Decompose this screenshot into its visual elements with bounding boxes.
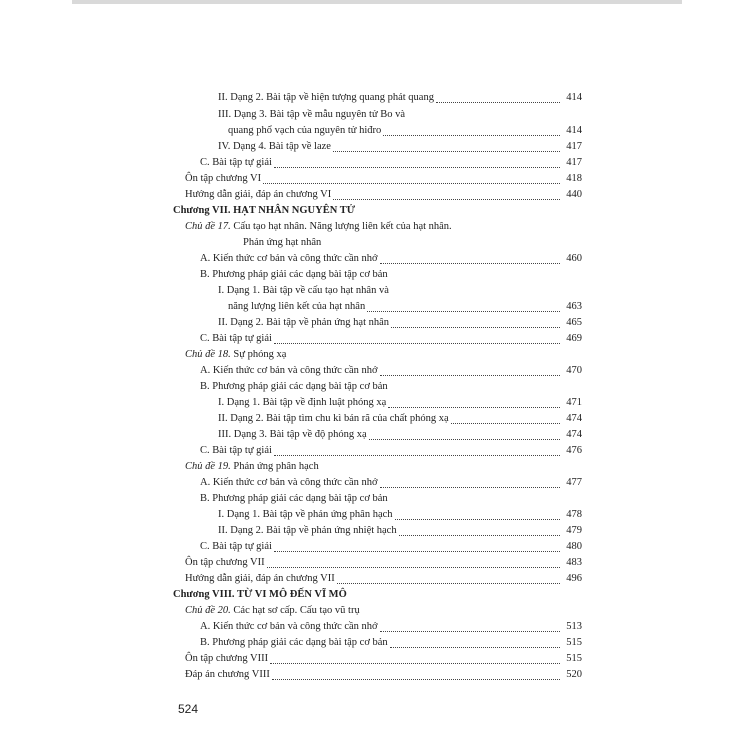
toc-entry xyxy=(228,123,381,139)
toc-entry xyxy=(200,539,272,555)
toc-entry-title: quang phổ vạch của nguyên tử hiđro xyxy=(228,125,382,136)
toc-entry xyxy=(185,459,319,475)
toc-entry-page: 476 xyxy=(566,445,582,456)
toc-leader-line xyxy=(383,134,560,136)
toc-entry-page: 417 xyxy=(566,157,582,168)
toc-entry-title: Hướng dẫn giải, đáp án chương VII xyxy=(185,573,335,584)
toc-leader-line xyxy=(390,646,560,648)
toc-entry xyxy=(185,555,265,571)
toc-entry-page: 440 xyxy=(566,189,582,200)
toc-entry xyxy=(218,283,389,299)
toc-entry-topic: Chủ đề 18. xyxy=(185,349,234,360)
toc-entry-title: B. Phương pháp giải các dạng bài tập cơ bản xyxy=(200,493,388,504)
toc-entry-title: Ôn tập chương VII xyxy=(185,557,265,568)
toc-entry xyxy=(200,331,272,347)
toc-entry-page: 470 xyxy=(566,365,582,376)
toc-entry-page: 474 xyxy=(566,413,582,424)
toc-entry-page: 465 xyxy=(566,317,582,328)
toc-entry xyxy=(200,155,272,171)
toc-entry-title: Ôn tập chương VIII xyxy=(185,653,269,664)
toc-entry-title: II. Dạng 2. Bài tập tìm chu kì bán rã của chất phóng xạ xyxy=(218,413,449,424)
toc-entry-page: 477 xyxy=(566,477,582,488)
toc-entry-title: I. Dạng 1. Bài tập về định luật phóng xạ xyxy=(218,397,387,408)
toc-entry xyxy=(218,523,397,539)
toc-entry xyxy=(200,267,388,283)
toc-entry-title: IV. Dạng 4. Bài tập về laze xyxy=(218,141,331,152)
toc-leader-line xyxy=(274,342,560,344)
toc-leader-line xyxy=(367,310,560,312)
toc-entry xyxy=(218,107,405,123)
toc-entry-topic: Chủ đề 20. xyxy=(185,605,234,616)
toc-entry xyxy=(185,219,452,235)
toc-entry xyxy=(185,171,261,187)
toc-entry-title: III. Dạng 3. Bài tập về mẫu nguyên tử Bo và xyxy=(218,109,406,120)
toc-entry xyxy=(185,667,270,683)
toc-leader-line xyxy=(391,326,560,328)
toc-entry-page: 474 xyxy=(566,429,582,440)
toc-entry-page: 414 xyxy=(566,125,582,136)
toc-entry-title: II. Dạng 2. Bài tập về phản ứng hạt nhân xyxy=(218,317,390,328)
toc-entry-title: B. Phương pháp giải các dạng bài tập cơ bản xyxy=(200,637,388,648)
toc-entry-title: C. Bài tập tự giải xyxy=(200,541,272,552)
toc-entry-title: III. Dạng 3. Bài tập về độ phóng xạ xyxy=(218,429,367,440)
toc-entry-page: 471 xyxy=(566,397,582,408)
toc-entry-title: Các hạt sơ cấp. Cấu tạo vũ trụ xyxy=(233,605,360,616)
toc-entry-page: 496 xyxy=(566,573,582,584)
page-number: 524 xyxy=(178,702,199,716)
toc-entry-page: 513 xyxy=(566,621,582,632)
toc-leader-line xyxy=(380,486,560,488)
toc-entry xyxy=(243,235,321,251)
toc-leader-line xyxy=(274,454,560,456)
toc-entry-title: Đáp án chương VIII xyxy=(185,669,270,680)
toc-leader-line xyxy=(369,438,560,440)
toc-entry-title: A. Kiến thức cơ bản và công thức cần nhớ xyxy=(200,477,378,488)
toc-entry-title: Hướng dẫn giải, đáp án chương VI xyxy=(185,189,332,200)
toc-entry-title: C. Bài tập tự giải xyxy=(200,157,272,168)
toc-entry xyxy=(218,139,331,155)
toc-entry-title: Sự phóng xạ xyxy=(233,349,287,360)
toc-entry-page: 480 xyxy=(566,541,582,552)
toc-entry-title: A. Kiến thức cơ bản và công thức cần nhớ xyxy=(200,365,378,376)
toc-leader-line xyxy=(337,582,560,584)
toc-entry xyxy=(185,187,331,203)
toc-entry xyxy=(218,395,386,411)
toc-leader-line xyxy=(270,662,560,664)
toc-leader-line xyxy=(380,630,560,632)
toc-entry-title: II. Dạng 2. Bài tập về phản ứng nhiệt hạch xyxy=(218,525,397,536)
toc-leader-line xyxy=(380,262,560,264)
toc-entry-title: I. Dạng 1. Bài tập về phản ứng phân hạch xyxy=(218,509,393,520)
toc-entry-page: 469 xyxy=(566,333,582,344)
toc-entry-page: 418 xyxy=(566,173,582,184)
toc-entry-page: 463 xyxy=(566,301,582,312)
toc-entry-title: Phản ứng hạt nhân xyxy=(243,237,322,248)
toc-entry xyxy=(218,507,393,523)
toc-entry xyxy=(200,475,378,491)
toc-entry-title: Chương VIII. TỪ VI MÔ ĐẾN VĨ MÔ xyxy=(173,589,347,600)
toc-entry-title: Phản ứng phân hạch xyxy=(233,461,319,472)
toc-entry xyxy=(173,587,347,603)
toc-leader-line xyxy=(272,678,560,680)
toc-entry-title: B. Phương pháp giải các dạng bài tập cơ bản xyxy=(200,381,388,392)
toc-entry xyxy=(185,603,360,619)
toc-entry xyxy=(200,619,378,635)
toc-entry xyxy=(185,571,335,587)
toc-leader-line xyxy=(388,406,560,408)
toc-leader-line xyxy=(333,198,560,200)
toc-entry-title: B. Phương pháp giải các dạng bài tập cơ bản xyxy=(200,269,388,280)
toc-leader-line xyxy=(274,166,560,168)
toc-leader-line xyxy=(380,374,560,376)
toc-leader-line xyxy=(399,534,560,536)
toc-entry-page: 417 xyxy=(566,141,582,152)
toc-entry xyxy=(200,491,388,507)
toc-entry-title: C. Bài tập tự giải xyxy=(200,333,272,344)
toc-entry-topic: Chủ đề 19. xyxy=(185,461,234,472)
toc-entry xyxy=(218,427,367,443)
toc-entry xyxy=(218,411,449,427)
toc-entry xyxy=(200,379,388,395)
toc-entry xyxy=(200,443,272,459)
toc-entry-title: C. Bài tập tự giải xyxy=(200,445,272,456)
toc-entry-title: A. Kiến thức cơ bản và công thức cần nhớ xyxy=(200,621,378,632)
toc-entry-title: Ôn tập chương VI xyxy=(185,173,262,184)
toc-entry-page: 414 xyxy=(566,92,582,103)
toc-entry-title: Cấu tạo hạt nhân. Năng lượng liên kết của hạt nhân. xyxy=(233,221,452,232)
toc-entry-title: Chương VII. HẠT NHÂN NGUYÊN TỬ xyxy=(173,205,356,216)
toc-entry xyxy=(200,635,388,651)
toc-entry xyxy=(185,347,286,363)
toc-entry-page: 483 xyxy=(566,557,582,568)
toc-entry-page: 478 xyxy=(566,509,582,520)
toc-leader-line xyxy=(274,550,560,552)
toc-entry xyxy=(173,203,355,219)
toc-entry xyxy=(200,251,378,267)
toc-entry xyxy=(228,299,365,315)
toc-entry-page: 460 xyxy=(566,253,582,264)
toc-entry-title: II. Dạng 2. Bài tập về hiện tượng quang phát quang xyxy=(218,92,434,103)
toc-entry xyxy=(218,315,389,331)
toc-entry xyxy=(200,363,378,379)
toc-entry xyxy=(218,90,434,106)
toc-leader-line xyxy=(333,150,560,152)
toc-leader-line xyxy=(395,518,560,520)
toc-entry-page: 520 xyxy=(566,669,582,680)
toc-leader-line xyxy=(263,182,560,184)
toc-entry-title: A. Kiến thức cơ bản và công thức cần nhớ xyxy=(200,253,378,264)
toc-entry-title: I. Dạng 1. Bài tập về cấu tạo hạt nhân và xyxy=(218,285,389,296)
toc-entry-topic: Chủ đề 17. xyxy=(185,221,234,232)
toc-entry-title: năng lượng liên kết của hạt nhân xyxy=(228,301,366,312)
toc-entry-page: 515 xyxy=(566,653,582,664)
toc-leader-line xyxy=(267,566,560,568)
toc-entry-page: 515 xyxy=(566,637,582,648)
toc-entry-page: 479 xyxy=(566,525,582,536)
toc-entry xyxy=(185,651,268,667)
